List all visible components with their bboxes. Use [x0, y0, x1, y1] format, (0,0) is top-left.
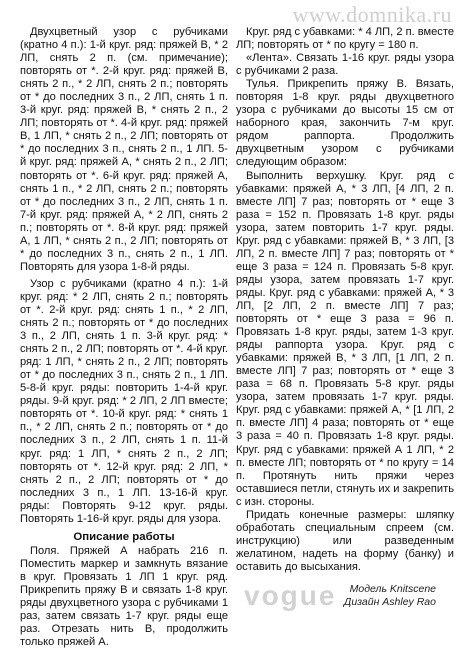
design-credit: Дизайн Ashley Rao	[343, 596, 436, 608]
work-description-heading: Описание работы	[73, 530, 175, 543]
brim-paragraph: Поля. Пряжей А набрать 216 п. Поместить маркер и замкнуть вязание в круг. Провязать 1 ЛП 1 круг. ряд. Прикрепить пряжу В и связать 1-8 круг. ряды двухцветного узора с рубчиками 1 раз, затем связать 1-7 круг. ряды еще раз. Отрезать нить В, продолжить только пряжей А.	[20, 544, 228, 649]
top-shaping-paragraph: Выполнить верхушку. Круг. ряд с убавками: пряжей А, * 3 ЛП, [4 ЛП, 2 п. вместе ЛП] 7 раз; повторять от * еще 3 раза = 152 п. Провязать 1-8 круг. ряды узора, затем повторить 1-7 круг. ряды. Круг. ряд с убавками: пряжей В, * 3 ЛП, [3 ЛП, 2 п. вместе ЛП] 7 раз; повторять от * еще 3 раза = 124 п. Провязать 5-8 круг. ряды узора, затем провязать 1-7 круг. ряды. Круг. ряд с убавками: пряжей А, * 3 ЛП, [2 ЛП, 2 п. вместе ЛП] 7 раз; повторять от * еще 3 раза = 96 п. Провязать 1-8 круг. ряды, затем 1-3 круг. ряды раппорта узора. Круг. ряд с убавками: пряжей В, * 3 ЛП, [1 ЛП, 2 п. вместе ЛП] 7 раз; повторять от * еще 3 раза = 68 п. Провязать 5-8 круг. ряды узора, затем провязать 1-7 круг. ряды. Круг. ряд с убавками: пряжей А, * [1 ЛП, 2 п. вместе ЛП] 4 раза; повторять от * еще 3 раза = 40 п. Провязать 1-8 круг. ряды. Круг. ряд с убавками: пряжей А 1 ЛП, * 2 п. вместе ЛП; повторять от * по кругу = 14 п. Протянуть нить пряжи через оставшиеся петли, стянуть их и закрепить с изн. стороны.	[236, 169, 454, 508]
magazine-logo: vogue	[244, 580, 337, 611]
instructions-left-column	[20, 26, 228, 649]
credits	[344, 583, 436, 609]
instructions-right-column	[236, 26, 454, 574]
finishing-paragraph: Придать конечные размеры: шляпку обработать специальным спреем (см. инструкцию) или разведенным желатином, надеть на форму (банку) и оставить до высыхания.	[236, 508, 454, 573]
ribbed-pattern-paragraph: Узор с рубчиками (кратно 4 п.): 1-й круг. ряд: * 2 ЛП, снять 2 п.; повторять от *. 2-й круг. ряд: снять 1 п., * 2 ЛП, снять 2 п.; повторять от * до последних 3 п., 2 ЛП, снять 1 п. 3-й круг. ряд: * снять 2 п., 2 ЛП; повторять от *. 4-й круг. ряд: 1 ЛП, * снять 2 п., 2 ЛП; повторять от * до последних 3 п., снять 2 п., 1 ЛП. 5-8-й круг. ряды: повторить 1-4-й круг. ряды. 9-й круг. ряд: * 2 ЛП, 2 ЛП вместе; повторять от *. 10-й круг. ряд: * снять 1 п., * 2 ЛП, снять 2 п.; повторять от * до последних 3 п., 2 ЛП, снять 1 п. 11-й круг. ряд: 1 ЛП, * снять 2 п., 2 ЛП; повторять от *. 12-й круг. ряд: 2 ЛП, * снять 2 п., 2 ЛП; повторять от * до последних 3 п., 1 ЛП. 13-16-й круг. ряды: Повторять 9-12 круг. ряды. Повторять 1-16-й круг. ряды для узора.	[20, 277, 228, 525]
two-color-pattern-paragraph: Двухцветный узор с рубчиками (кратно 4 п.): 1-й круг. ряд: пряжей В, * 2 ЛП, снять 2 п. (см. примечание); повторять от *. 2-й круг. ряд: пряжей В, снять 2 п., * 2 ЛП, снять 2 п.; повторять от * до последних 3 п., 2 ЛП, снять 1 п. 3-й круг. ряд: пряжей В, * снять 2 п., 2 ЛП; повторять от *. 4-й круг. ряд: пряжей В, 1 ЛП, * снять 2 п., 2 ЛП; повторять от * до последних 3 п., снять 2 п., 1 ЛП. 5-й круг. ряд: пряжей А, * снять 2 п., 2 ЛП; повторять от *. 6-й круг. ряд: пряжей А, снять 1 п., * 2 ЛП, снять 2 п.; повторять от * до последних 3 п., 2 ЛП, снять 1 п. 7-й круг. ряд: пряжей А, * 2 ЛП, снять 2 п.; повторять от *. 8-й круг. ряд: пряжей А, 1 ЛП, * снять 2 п., 2 ЛП; повторять от * до последних 3 п., снять 2 п., 1 ЛП. Повторять для узора 1-8-й ряды.	[20, 26, 228, 273]
decrease-round-paragraph: Круг. ряд с убавками: * 4 ЛП, 2 п. вместе ЛП; повторять от * по кругу = 180 п.	[236, 26, 454, 52]
site-watermark: www.domnika.ru	[292, 2, 452, 27]
model-credit: Модель Knitscene	[349, 583, 436, 595]
band-paragraph: «Лента». Связать 1-16 круг. ряды узора с рубчиками 2 раза.	[236, 52, 454, 78]
crown-paragraph: Тулья. Прикрепить пряжу В. Вязать, повторяя 1-8 круг. ряды двухцветного узора с рубчиками до высоты 15 см от наборного края, закончить 7-м круг. рядом раппорта. Продолжить двухцветным узором с рубчиками следующим образом:	[236, 78, 454, 169]
